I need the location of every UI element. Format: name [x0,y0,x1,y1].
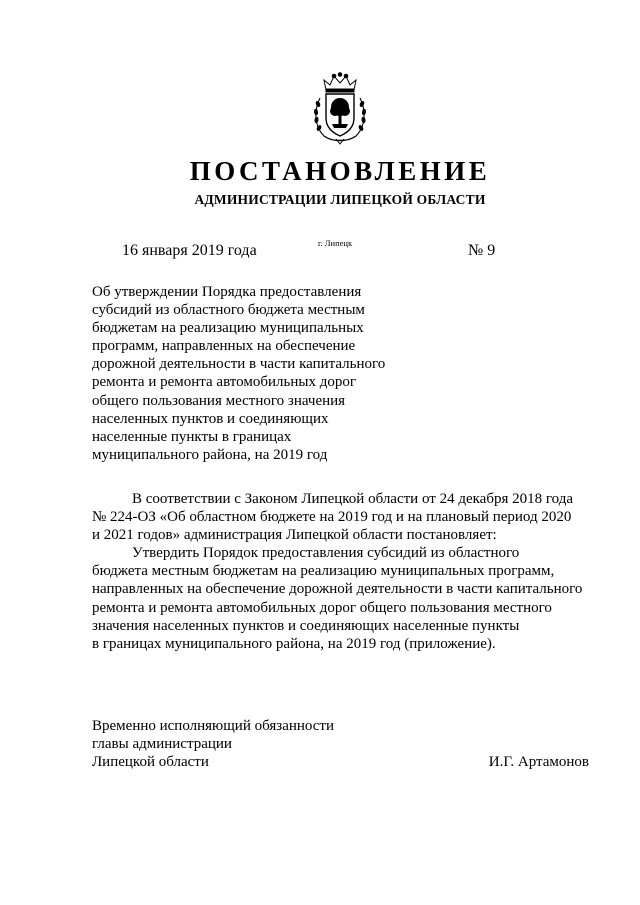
issuing-authority: АДМИНИСТРАЦИИ ЛИПЕЦКОЙ ОБЛАСТИ [194,192,486,207]
body-line: бюджета местным бюджетам на реализацию муниципальных программ, [92,563,555,580]
lipetsk-coat-of-arms-icon [310,72,370,146]
body-line: № 224-ОЗ «Об областном бюджете на 2019 год и на плановый период 2020 [92,509,572,526]
document-body [92,490,589,653]
signature-block [92,717,589,771]
subject-line: общего пользования местного значения [92,392,346,409]
subject-line: дорожной деятельности в части капитального [92,356,386,373]
signer-position-line: Липецкой области [92,754,209,771]
body-line: в границах муниципального района, на 2019 год (приложение). [92,635,496,652]
document-city: г. Липецк [318,238,353,248]
signer-name: И.Г. Артамонов [488,754,589,770]
document-number: № 9 [468,242,496,259]
signer-position-line: главы администрации [92,736,232,753]
subject-line: субсидий из областного бюджета местным [92,302,365,319]
body-paragraph-preamble [92,490,589,544]
body-line: В соответствии с Законом Липецкой области от 24 декабря 2018 года [132,491,573,507]
document-date: 16 января 2019 года [122,242,257,259]
body-line: ремонта и ремонта автомобильных дорог общего пользования местного [92,599,552,616]
body-paragraph-resolution [92,544,589,653]
subject-line: населенных пунктов и соединяющих [92,410,329,427]
body-line: и 2021 годов» администрация Липецкой области постановляет: [92,527,497,544]
subject-line: программ, направленных на обеспечение [92,338,356,355]
subject-line: муниципального района, на 2019 год [92,446,328,463]
signer-position-line: Временно исполняющий обязанности [92,718,335,734]
body-line: значения населенных пунктов и соединяющих населенные пункты [92,617,520,634]
subject-line: населенные пункты в границах [92,428,292,445]
subject-line: Об утверждении Порядка предоставления [92,284,362,300]
document-subject [92,283,412,464]
body-line: Утвердить Порядок предоставления субсидий из областного [132,545,520,562]
subject-line: бюджетам на реализацию муниципальных [92,320,364,337]
body-line: направленных на обеспечение дорожной деятельности в части капитального [92,581,583,598]
subject-line: ремонта и ремонта автомобильных дорог [92,374,356,391]
document-title: ПОСТАНОВЛЕНИЕ [189,156,491,186]
